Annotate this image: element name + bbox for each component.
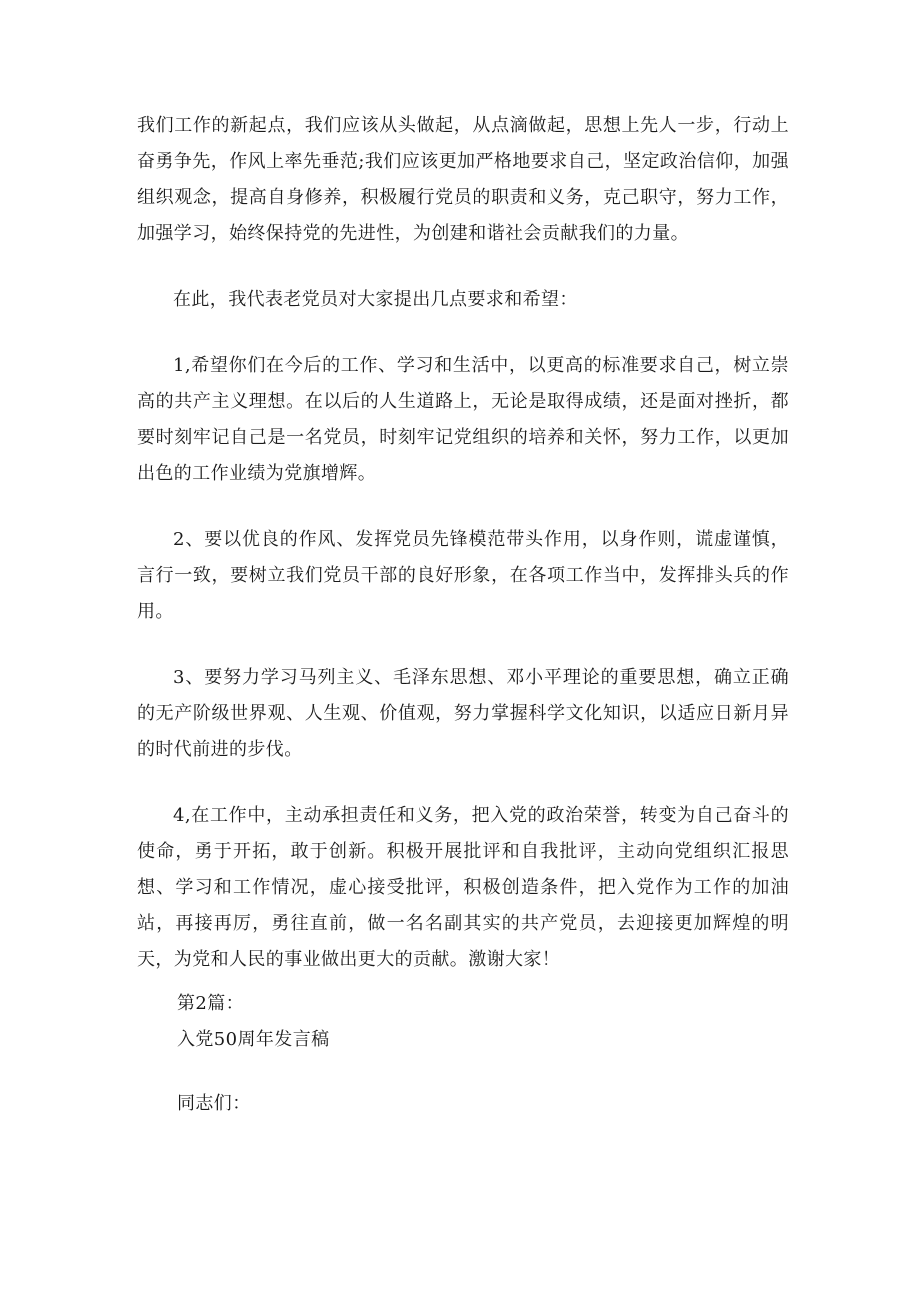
paragraph-requests-intro: 在此，我代表老党员对大家提出几点要求和希望： (173, 289, 578, 310)
section-label: 第2篇： (177, 993, 245, 1014)
paragraph-item-2: 2、要以优良的作风、发挥党员先锋模范带头作用，以身作则，谎虚谨慎，言行一致，要树立我们党员干部的良好形象，在各项工作当中，发挥排头兵的作用。 (137, 529, 789, 622)
document-body (137, 108, 789, 1122)
section-heading (137, 986, 789, 1058)
salutation: 同志们： (177, 1093, 251, 1114)
paragraph-item-3: 3、要努力学习马列主义、毛泽东思想、邓小平理论的重要思想，确立正确的无产阶级世界观、人生观、价值观，努力掌握科学文化知识，以适应日新月异的时代前进的步伐。 (137, 667, 789, 760)
section-title: 入党50周年发言稿 (177, 1029, 330, 1050)
paragraph-intro: 我们工作的新起点，我们应该从头做起，从点滴做起，思想上先人一步，行动上奋勇争先，作风上率先垂范;我们应该更加严格地要求自己，坚定政治信仰，加强组织观念，提高自身修养，积极履行党员的职责和义务，克己职守，努力工作，加强学习，始终保持党的先进性，为创建和谐社会贡献我们的力量。 (137, 115, 789, 244)
paragraph-item-4: 4,在工作中，主动承担责任和义务，把入党的政治荣誉，转变为自己奋斗的使命，勇于开拓，敢于创新。积极开展批评和自我批评，主动向党组织汇报思想、学习和工作情况，虚心接受批评，积极创造条件，把入党作为工作的加油站，再接再厉，勇往直前，做一名名副其实的共产党员，去迎接更加辉煌的明天，为党和人民的事业做出更大的贡献。激谢大家！ (137, 805, 789, 970)
paragraph-item-1: 1,希望你们在今后的工作、学习和生活中，以更高的标准要求自己，树立崇高的共产主义理想。在以后的人生道路上，无论是取得成绩，还是面对挫折，都要时刻牢记自己是一名党员，时刻牢记党组织的培养和关怀，努力工作，以更加出色的工作业绩为党旗增辉。 (137, 355, 789, 484)
